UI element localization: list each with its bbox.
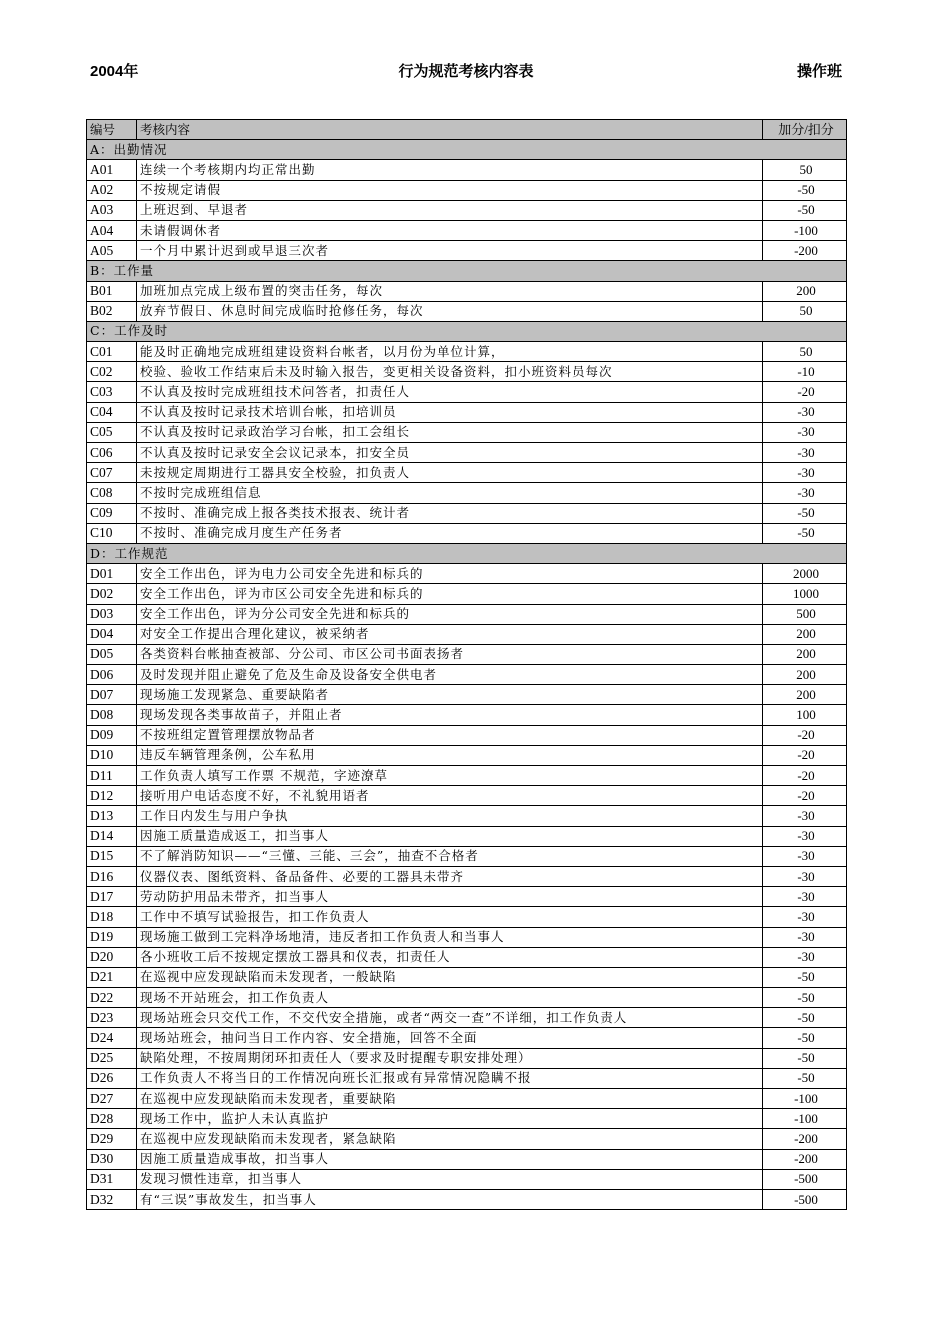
- table-row: [87, 564, 847, 584]
- item-code: D09: [87, 725, 137, 745]
- item-code: C02: [87, 362, 137, 382]
- item-content: 仪器仪表、图纸资料、备品备件、必要的工器具未带齐: [137, 866, 763, 886]
- item-score: 50: [763, 160, 847, 180]
- item-code: D22: [87, 988, 137, 1008]
- item-score: 50: [763, 342, 847, 362]
- table-row: [87, 705, 847, 725]
- item-content: 不认真及按时记录政治学习台帐，扣工会组长: [137, 422, 763, 442]
- item-score: 2000: [763, 564, 847, 584]
- item-score: -30: [763, 422, 847, 442]
- assessment-table: [86, 119, 847, 1210]
- item-code: D12: [87, 786, 137, 806]
- section-title: A：出勤情况: [87, 140, 847, 160]
- item-code: C06: [87, 443, 137, 463]
- item-content: 接听用户电话态度不好，不礼貌用语者: [137, 786, 763, 806]
- item-score: -50: [763, 1048, 847, 1068]
- item-code: D05: [87, 644, 137, 664]
- item-code: D25: [87, 1048, 137, 1068]
- table-row: [87, 1008, 847, 1028]
- item-content: 及时发现并阻止避免了危及生命及设备安全供电者: [137, 665, 763, 685]
- item-score: -50: [763, 503, 847, 523]
- item-score: 200: [763, 685, 847, 705]
- item-content: 在巡视中应发现缺陷而未发现者，一般缺陷: [137, 967, 763, 987]
- item-content: 不按时、准确完成月度生产任务者: [137, 523, 763, 543]
- item-code: D32: [87, 1189, 137, 1209]
- table-row: [87, 826, 847, 846]
- table-row: [87, 967, 847, 987]
- table-row: [87, 362, 847, 382]
- item-content: 上班迟到、早退者: [137, 200, 763, 220]
- item-score: -100: [763, 1109, 847, 1129]
- item-score: -200: [763, 1129, 847, 1149]
- item-content: 缺陷处理，不按周期闭环扣责任人（要求及时提醒专职安排处理）: [137, 1048, 763, 1068]
- table-row: [87, 483, 847, 503]
- item-code: C10: [87, 523, 137, 543]
- table-row: [87, 422, 847, 442]
- table-row: [87, 846, 847, 866]
- item-code: C03: [87, 382, 137, 402]
- item-content: 安全工作出色，评为市区公司安全先进和标兵的: [137, 584, 763, 604]
- item-code: C05: [87, 422, 137, 442]
- item-score: -10: [763, 362, 847, 382]
- item-content: 工作中不填写试验报告，扣工作负责人: [137, 907, 763, 927]
- item-code: C04: [87, 402, 137, 422]
- item-content: 各小班收工后不按规定摆放工器具和仪表，扣责任人: [137, 947, 763, 967]
- item-score: -30: [763, 846, 847, 866]
- table-row: [87, 725, 847, 745]
- item-content: 因施工质量造成事故，扣当事人: [137, 1149, 763, 1169]
- item-score: -50: [763, 200, 847, 220]
- item-content: 不认真及按时完成班组技术问答者，扣责任人: [137, 382, 763, 402]
- page-title: 行为规范考核内容表: [398, 62, 534, 80]
- item-content: 现场站班会，抽问当日工作内容、安全措施，回答不全面: [137, 1028, 763, 1048]
- item-content: 在巡视中应发现缺陷而未发现者，紧急缺陷: [137, 1129, 763, 1149]
- item-score: -30: [763, 402, 847, 422]
- item-content: 不按时完成班组信息: [137, 483, 763, 503]
- item-score: 200: [763, 644, 847, 664]
- item-score: -30: [763, 463, 847, 483]
- item-score: -30: [763, 826, 847, 846]
- item-score: -30: [763, 907, 847, 927]
- item-score: 100: [763, 705, 847, 725]
- table-row: [87, 443, 847, 463]
- table-row: [87, 786, 847, 806]
- table-row: [87, 1028, 847, 1048]
- item-code: C07: [87, 463, 137, 483]
- item-code: D17: [87, 887, 137, 907]
- item-code: D11: [87, 766, 137, 786]
- table-row: [87, 1048, 847, 1068]
- section-title: C：工作及时: [87, 321, 847, 341]
- item-score: -30: [763, 887, 847, 907]
- item-content: 不按班组定置管理摆放物品者: [137, 725, 763, 745]
- item-score: -50: [763, 967, 847, 987]
- item-code: D29: [87, 1129, 137, 1149]
- item-code: D03: [87, 604, 137, 624]
- item-score: -200: [763, 241, 847, 261]
- item-content: 不了解消防知识——“三懂、三能、三会”，抽查不合格者: [137, 846, 763, 866]
- item-content: 发现习惯性违章，扣当事人: [137, 1169, 763, 1189]
- item-code: D08: [87, 705, 137, 725]
- item-score: 1000: [763, 584, 847, 604]
- item-score: 200: [763, 281, 847, 301]
- item-score: 50: [763, 301, 847, 321]
- table-row: [87, 503, 847, 523]
- item-score: -500: [763, 1169, 847, 1189]
- item-score: 200: [763, 624, 847, 644]
- year-label: 2004年: [90, 63, 139, 80]
- item-score: -30: [763, 866, 847, 886]
- item-score: -50: [763, 1068, 847, 1088]
- item-code: D13: [87, 806, 137, 826]
- item-score: -30: [763, 443, 847, 463]
- item-content: 连续一个考核期内均正常出勤: [137, 160, 763, 180]
- item-code: D26: [87, 1068, 137, 1088]
- item-code: A05: [87, 241, 137, 261]
- section-header-row: [87, 261, 847, 281]
- item-content: 现场发现各类事故苗子，并阻止者: [137, 705, 763, 725]
- table-row: [87, 301, 847, 321]
- item-code: D28: [87, 1109, 137, 1129]
- item-code: C01: [87, 342, 137, 362]
- item-code: D31: [87, 1169, 137, 1189]
- table-row: [87, 624, 847, 644]
- table-row: [87, 584, 847, 604]
- column-header-score: 加分/扣分: [763, 120, 847, 140]
- item-score: -20: [763, 382, 847, 402]
- table-row: [87, 160, 847, 180]
- item-content: 校验、验收工作结束后未及时输入报告，变更相关设备资料，扣小班资料员每次: [137, 362, 763, 382]
- item-code: A01: [87, 160, 137, 180]
- item-score: -30: [763, 927, 847, 947]
- item-code: D23: [87, 1008, 137, 1028]
- table-row: [87, 745, 847, 765]
- table-row: [87, 180, 847, 200]
- item-code: D24: [87, 1028, 137, 1048]
- item-score: -30: [763, 483, 847, 503]
- table-row: [87, 1129, 847, 1149]
- item-code: C09: [87, 503, 137, 523]
- item-code: A02: [87, 180, 137, 200]
- table-row: [87, 907, 847, 927]
- section-header-row: [87, 140, 847, 160]
- table-row: [87, 665, 847, 685]
- table-row: [87, 1068, 847, 1088]
- item-code: D27: [87, 1089, 137, 1109]
- item-code: D19: [87, 927, 137, 947]
- item-content: 不按时、准确完成上报各类技术报表、统计者: [137, 503, 763, 523]
- table-row: [87, 1089, 847, 1109]
- item-content: 加班加点完成上级布置的突击任务，每次: [137, 281, 763, 301]
- table-row: [87, 241, 847, 261]
- table-row: [87, 887, 847, 907]
- item-content: 未请假调休者: [137, 220, 763, 240]
- item-score: 500: [763, 604, 847, 624]
- item-code: D02: [87, 584, 137, 604]
- item-content: 放弃节假日、休息时间完成临时抢修任务，每次: [137, 301, 763, 321]
- table-row: [87, 927, 847, 947]
- table-row: [87, 523, 847, 543]
- table-row: [87, 1189, 847, 1209]
- item-content: 工作负责人填写工作票 不规范，字迹潦草: [137, 766, 763, 786]
- item-code: D15: [87, 846, 137, 866]
- item-score: -100: [763, 1089, 847, 1109]
- item-code: D14: [87, 826, 137, 846]
- page-header: [90, 60, 842, 84]
- table-row: [87, 685, 847, 705]
- table-row: [87, 988, 847, 1008]
- item-content: 现场不开站班会，扣工作负责人: [137, 988, 763, 1008]
- item-content: 未按规定周期进行工器具安全校验，扣负责人: [137, 463, 763, 483]
- item-content: 工作负责人不将当日的工作情况向班长汇报或有异常情况隐瞒不报: [137, 1068, 763, 1088]
- table-row: [87, 1149, 847, 1169]
- item-score: -30: [763, 806, 847, 826]
- item-content: 安全工作出色，评为分公司安全先进和标兵的: [137, 604, 763, 624]
- table-row: [87, 382, 847, 402]
- item-content: 不认真及按时记录技术培训台帐，扣培训员: [137, 402, 763, 422]
- item-score: -50: [763, 523, 847, 543]
- table-row: [87, 604, 847, 624]
- section-header-row: [87, 321, 847, 341]
- table-row: [87, 766, 847, 786]
- section-title: D：工作规范: [87, 543, 847, 563]
- table-row: [87, 866, 847, 886]
- item-score: -30: [763, 947, 847, 967]
- item-score: -50: [763, 180, 847, 200]
- item-content: 违反车辆管理条例，公车私用: [137, 745, 763, 765]
- item-code: B02: [87, 301, 137, 321]
- item-content: 在巡视中应发现缺陷而未发现者，重要缺陷: [137, 1089, 763, 1109]
- item-score: -50: [763, 1028, 847, 1048]
- item-code: D06: [87, 665, 137, 685]
- item-code: D16: [87, 866, 137, 886]
- item-code: D10: [87, 745, 137, 765]
- item-score: -20: [763, 786, 847, 806]
- table-row: [87, 806, 847, 826]
- item-content: 安全工作出色，评为电力公司安全先进和标兵的: [137, 564, 763, 584]
- section-title: B：工作量: [87, 261, 847, 281]
- item-score: -50: [763, 1008, 847, 1028]
- table-row: [87, 463, 847, 483]
- item-score: -500: [763, 1189, 847, 1209]
- table-row: [87, 644, 847, 664]
- item-code: D01: [87, 564, 137, 584]
- item-code: D07: [87, 685, 137, 705]
- item-code: D30: [87, 1149, 137, 1169]
- item-content: 现场施工做到工完料净场地清，违反者扣工作负责人和当事人: [137, 927, 763, 947]
- item-content: 现场工作中，监护人未认真监护: [137, 1109, 763, 1129]
- item-code: D20: [87, 947, 137, 967]
- item-score: -200: [763, 1149, 847, 1169]
- item-code: B01: [87, 281, 137, 301]
- item-content: 因施工质量造成返工，扣当事人: [137, 826, 763, 846]
- item-score: -50: [763, 988, 847, 1008]
- table-row: [87, 1169, 847, 1189]
- item-score: 200: [763, 665, 847, 685]
- table-header-row: [87, 120, 847, 140]
- item-content: 不认真及按时记录安全会议记录本，扣安全员: [137, 443, 763, 463]
- item-content: 现场施工发现紧急、重要缺陷者: [137, 685, 763, 705]
- table-row: [87, 281, 847, 301]
- item-content: 不按规定请假: [137, 180, 763, 200]
- item-code: D04: [87, 624, 137, 644]
- item-content: 对安全工作提出合理化建议，被采纳者: [137, 624, 763, 644]
- item-score: -20: [763, 725, 847, 745]
- item-code: C08: [87, 483, 137, 503]
- item-content: 一个月中累计迟到或早退三次者: [137, 241, 763, 261]
- item-content: 各类资料台帐抽查被部、分公司、市区公司书面表扬者: [137, 644, 763, 664]
- table-row: [87, 342, 847, 362]
- item-content: 工作日内发生与用户争执: [137, 806, 763, 826]
- item-score: -20: [763, 745, 847, 765]
- table-row: [87, 1109, 847, 1129]
- item-code: D21: [87, 967, 137, 987]
- column-header-code: 编号: [87, 120, 137, 140]
- item-content: 劳动防护用品未带齐，扣当事人: [137, 887, 763, 907]
- table-row: [87, 402, 847, 422]
- column-header-content: 考核内容: [137, 120, 763, 140]
- item-code: D18: [87, 907, 137, 927]
- item-score: -100: [763, 220, 847, 240]
- table-row: [87, 220, 847, 240]
- item-content: 能及时正确地完成班组建设资料台帐者，以月份为单位计算，: [137, 342, 763, 362]
- item-content: 有“三误”事故发生，扣当事人: [137, 1189, 763, 1209]
- table-row: [87, 200, 847, 220]
- item-code: A04: [87, 220, 137, 240]
- table-row: [87, 947, 847, 967]
- team-label: 操作班: [796, 62, 842, 80]
- item-content: 现场站班会只交代工作，不交代安全措施，或者“两交一查”不详细，扣工作负责人: [137, 1008, 763, 1028]
- item-score: -20: [763, 766, 847, 786]
- item-code: A03: [87, 200, 137, 220]
- assessment-table-body: [87, 120, 847, 1210]
- section-header-row: [87, 543, 847, 563]
